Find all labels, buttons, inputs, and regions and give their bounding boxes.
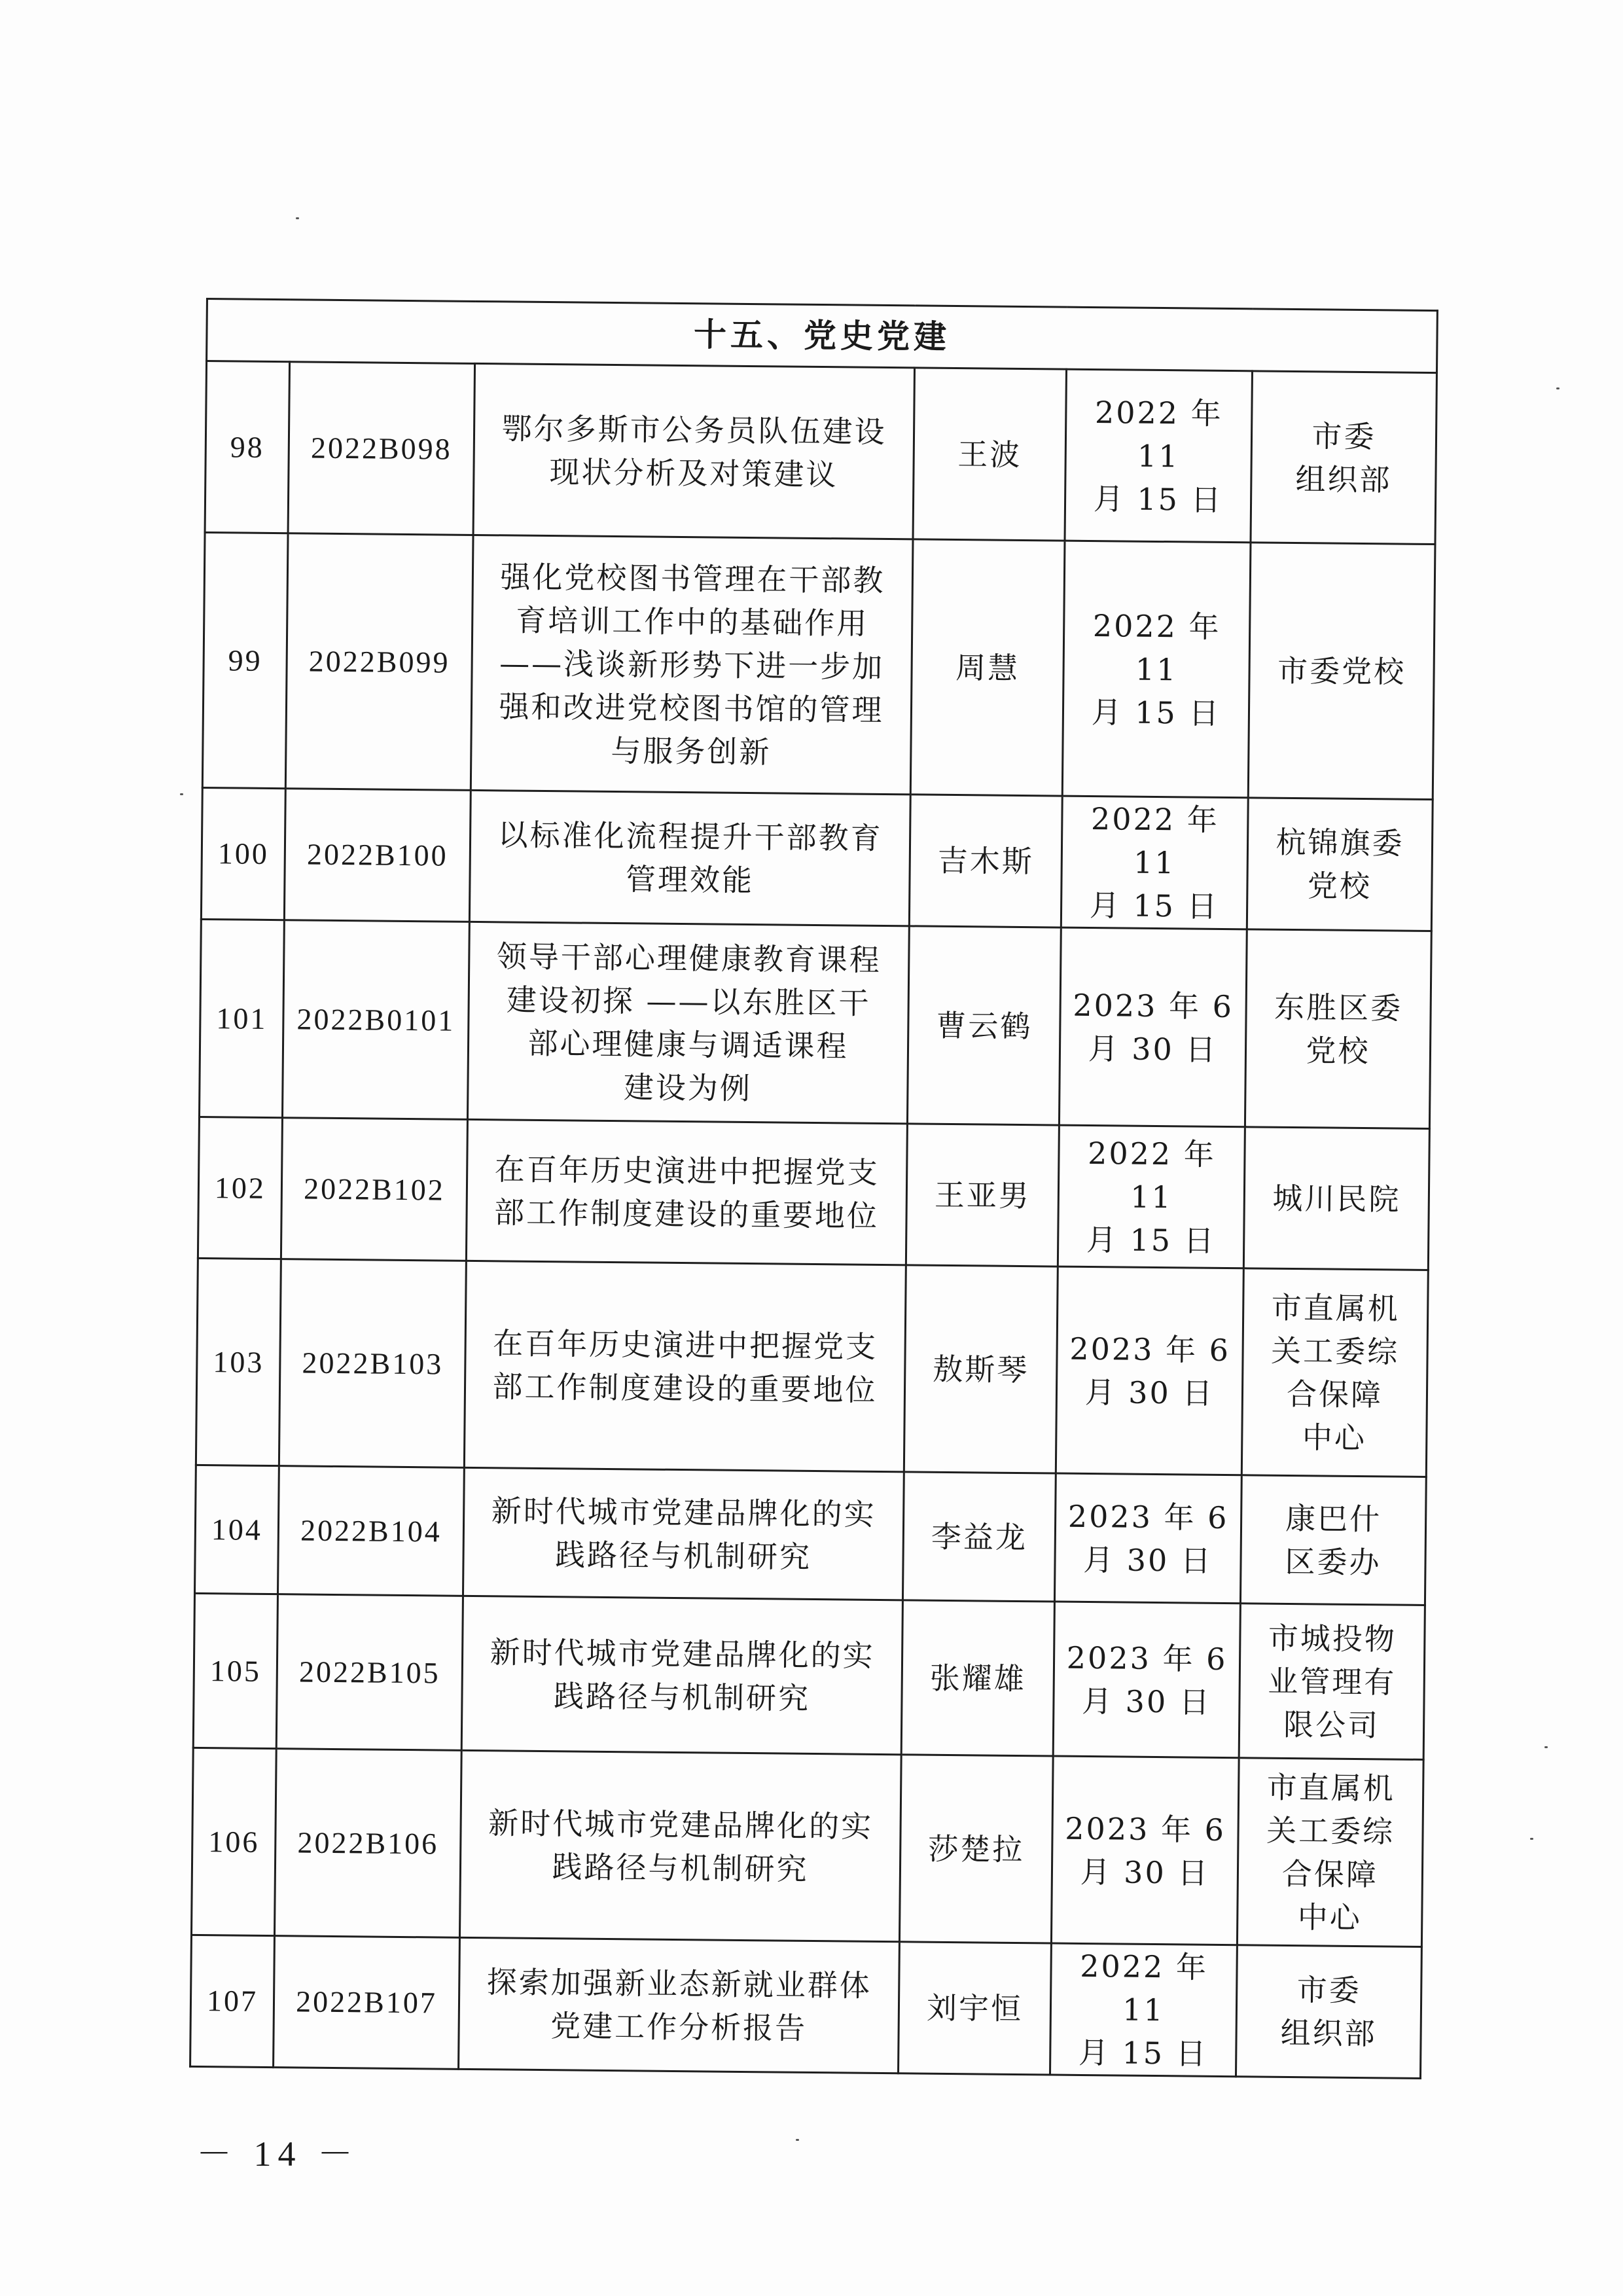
work-unit: [1239, 1604, 1425, 1760]
table-row: [193, 1593, 1425, 1759]
table-row: [202, 532, 1435, 799]
project-title-line: 新时代城市党建品牌化的实: [490, 1634, 875, 1674]
table-row: [191, 1748, 1423, 1946]
project-title-line: 领导干部心理健康教育课程: [496, 938, 882, 978]
project-code: 2022B104: [277, 1466, 464, 1596]
project-title-line: 在百年历史演进中把握党支: [492, 1325, 878, 1365]
table-body: [190, 299, 1438, 2079]
completion-date-line: 2023 年 6: [1069, 1331, 1231, 1368]
project-code: 2022B107: [274, 1936, 460, 2070]
completion-date-line: 2023 年 6: [1073, 987, 1234, 1024]
table-row: [205, 361, 1436, 545]
project-title-line: 新时代城市党建品牌化的实: [488, 1804, 874, 1844]
project-title: [466, 1119, 907, 1265]
author-name: 王波: [913, 368, 1067, 541]
project-title: [459, 1937, 900, 2073]
completion-date-line: 月 30 日: [1081, 1683, 1212, 1720]
work-unit-line: 组织部: [1280, 2015, 1377, 2052]
scan-speck: [1530, 1838, 1533, 1840]
work-unit-line: 市直属机: [1271, 1289, 1400, 1327]
project-title: [469, 790, 910, 925]
work-unit: [1237, 1758, 1423, 1947]
table-row: [198, 1117, 1429, 1270]
scan-speck: [296, 217, 299, 219]
author-name: 敖斯琴: [904, 1265, 1058, 1473]
project-table: [189, 298, 1438, 2079]
completion-date: [1050, 1943, 1237, 2077]
project-title-line: 部工作制度建设的重要地位: [493, 1194, 880, 1234]
work-unit-line: 市委: [1296, 1972, 1362, 2009]
table-row: [201, 787, 1433, 931]
completion-date-line: 2023 年 6: [1065, 1810, 1226, 1848]
project-title: [471, 535, 913, 794]
completion-date: [1058, 1125, 1245, 1268]
work-unit-line: 东胜区委: [1274, 989, 1403, 1026]
completion-date-line: 2022 年 11: [1094, 394, 1223, 474]
project-title-line: 党建工作分析报告: [550, 2008, 808, 2046]
row-number: 104: [194, 1465, 279, 1594]
work-unit-line: 限公司: [1283, 1706, 1380, 1743]
project-title-line: 建设初探 ——以东胜区干: [506, 981, 871, 1021]
work-unit: [1245, 929, 1431, 1129]
project-code: 2022B103: [279, 1259, 466, 1468]
completion-date-line: 月 15 日: [1078, 2034, 1208, 2072]
completion-date-line: 月 15 日: [1089, 888, 1219, 924]
project-code: 2022B099: [285, 533, 473, 791]
project-title-line: 建设为例: [623, 1069, 753, 1106]
work-unit-line: 城川民院: [1272, 1180, 1401, 1217]
work-unit-line: 市委: [1311, 418, 1376, 454]
project-title-line: 以标准化流程提升干部教育: [497, 817, 883, 856]
project-title-line: ——浅谈新形势下进一步加: [499, 645, 885, 685]
completion-date-line: 月 15 日: [1086, 1221, 1216, 1259]
row-number: 99: [202, 532, 288, 788]
project-title-line: 部心理健康与调适课程: [527, 1025, 849, 1064]
project-code: 2022B106: [274, 1749, 461, 1938]
completion-date: [1059, 927, 1247, 1127]
project-title: [473, 363, 914, 539]
row-number: 101: [199, 919, 284, 1117]
row-number: 106: [191, 1748, 276, 1935]
work-unit-line: 党校: [1306, 1032, 1370, 1069]
work-unit-line: 关工委综: [1266, 1812, 1395, 1850]
completion-date: [1062, 541, 1251, 798]
table-row: [196, 1258, 1428, 1477]
completion-date: [1065, 369, 1253, 543]
section-header-row: [207, 299, 1438, 373]
completion-date-line: 月 30 日: [1084, 1374, 1215, 1411]
row-number: 105: [193, 1593, 277, 1748]
project-code: 2022B105: [276, 1594, 463, 1751]
scan-speck: [1544, 1746, 1548, 1748]
section-title: 十五、党史党建: [207, 299, 1438, 373]
author-name: 莎楚拉: [899, 1755, 1053, 1943]
work-unit-line: 合保障: [1281, 1856, 1379, 1892]
project-title-line: 践路径与机制研究: [552, 1848, 809, 1887]
project-title-line: 鄂尔多斯市公务员队伍建设: [501, 410, 887, 450]
work-unit: [1243, 1127, 1429, 1270]
completion-date-line: 2022 年 11: [1092, 607, 1221, 687]
author-name: 刘宇恒: [899, 1942, 1052, 2075]
completion-date: [1061, 796, 1248, 929]
completion-date-line: 月 15 日: [1093, 480, 1223, 518]
completion-date-line: 2022 年 11: [1090, 801, 1220, 881]
project-title-line: 在百年历史演进中把握党支: [494, 1151, 880, 1191]
project-title-line: 践路径与机制研究: [554, 1536, 812, 1575]
work-unit: [1236, 1945, 1421, 2079]
project-title: [463, 1467, 904, 1600]
work-unit-line: 中心: [1302, 1419, 1367, 1456]
completion-date-line: 月 30 日: [1088, 1030, 1218, 1067]
scan-speck: [796, 2139, 799, 2141]
work-unit: [1241, 1268, 1428, 1477]
project-title-line: 育培训工作中的基础作用: [516, 602, 869, 641]
work-unit-line: 组织部: [1295, 461, 1392, 497]
author-name: 吉木斯: [909, 795, 1062, 927]
work-unit-line: 中心: [1297, 1899, 1363, 1935]
author-name: 李益龙: [902, 1472, 1056, 1602]
work-unit-line: 康巴什: [1285, 1500, 1382, 1537]
completion-date-line: 月 15 日: [1091, 694, 1221, 731]
project-title-line: 与服务创新: [611, 732, 772, 770]
scan-speck: [1556, 387, 1560, 389]
project-title-line: 探索加强新业态新就业群体: [486, 1964, 872, 2003]
work-unit-line: 杭锦旗委: [1275, 824, 1404, 861]
table-row: [194, 1465, 1426, 1605]
work-unit-line: 关工委综: [1270, 1333, 1400, 1370]
author-name: 曹云鹤: [907, 926, 1061, 1125]
table-row: [190, 1935, 1422, 2078]
completion-date-line: 月 30 日: [1082, 1541, 1213, 1579]
project-code: 2022B0101: [282, 920, 469, 1120]
row-number: 102: [198, 1117, 282, 1259]
project-title: [461, 1596, 902, 1754]
table-row: [199, 919, 1431, 1128]
project-title-line: 管理效能: [625, 861, 755, 899]
project-title-line: 现状分析及对策建议: [549, 454, 838, 492]
project-title-line: 强和改进党校图书馆的管理: [499, 688, 884, 728]
project-title-line: 新时代城市党建品牌化的实: [491, 1492, 876, 1532]
completion-date-line: 2023 年 6: [1066, 1640, 1228, 1677]
project-title: [464, 1261, 906, 1471]
project-title: [467, 922, 909, 1123]
row-number: 100: [201, 787, 285, 920]
completion-date: [1056, 1266, 1243, 1475]
completion-date: [1053, 1602, 1240, 1758]
completion-date: [1051, 1756, 1239, 1945]
work-unit-line: 市城投物: [1268, 1620, 1397, 1657]
page-number: － 14 －: [196, 2134, 359, 2174]
author-name: 王亚男: [906, 1124, 1059, 1266]
work-unit: [1240, 1475, 1426, 1605]
project-code: 2022B100: [284, 789, 471, 922]
work-unit-line: 党校: [1307, 868, 1372, 905]
author-name: 周慧: [910, 539, 1065, 796]
work-unit-line: 业管理有: [1268, 1663, 1397, 1700]
completion-date-line: 2023 年 6: [1067, 1498, 1229, 1535]
project-title-line: 践路径与机制研究: [553, 1677, 811, 1716]
work-unit: [1251, 371, 1437, 545]
completion-date-line: 2022 年 11: [1079, 1948, 1209, 2028]
completion-date-line: 月 30 日: [1080, 1854, 1210, 1891]
project-code: 2022B098: [288, 362, 475, 535]
scan-speck: [180, 793, 183, 795]
project-title-line: 部工作制度建设的重要地位: [492, 1368, 878, 1408]
row-number: 107: [190, 1935, 275, 2067]
work-unit-line: 区委办: [1285, 1543, 1382, 1580]
work-unit-line: 市委党校: [1277, 653, 1406, 690]
project-title-line: 强化党校图书管理在干部教: [500, 558, 885, 598]
work-unit-line: 合保障: [1286, 1376, 1383, 1412]
work-unit: [1248, 543, 1435, 800]
project-code: 2022B102: [281, 1118, 467, 1261]
completion-date-line: 2022 年 11: [1087, 1135, 1217, 1215]
work-unit-line: 市直属机: [1266, 1769, 1395, 1806]
author-name: 张耀雄: [901, 1600, 1054, 1756]
work-unit: [1247, 798, 1433, 931]
row-number: 98: [205, 361, 290, 533]
project-title: [459, 1750, 901, 1941]
completion-date: [1054, 1473, 1241, 1604]
row-number: 103: [196, 1258, 281, 1465]
